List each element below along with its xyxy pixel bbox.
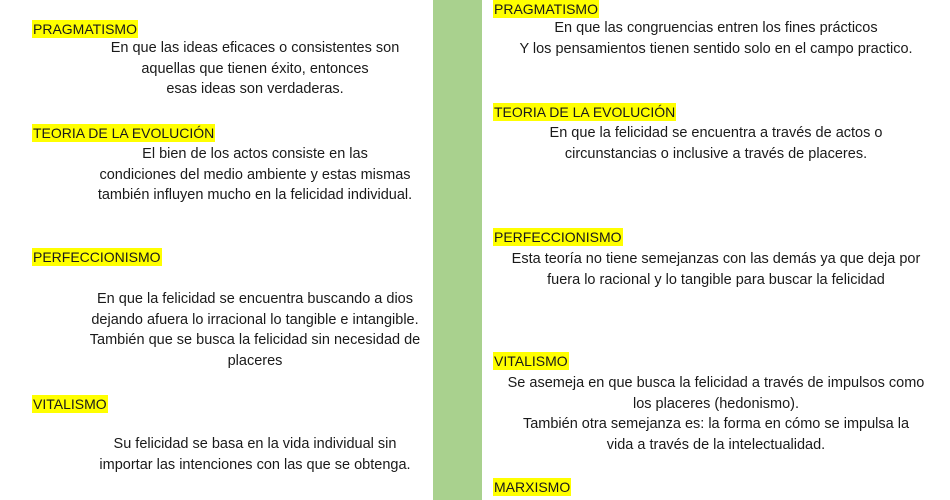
- left-text-pragmatismo: En que las ideas eficaces o consistentes son aquellas que tienen éxito, entonces esas ideas son verdaderas.: [110, 40, 400, 97]
- left-heading-pragmatismo: PRAGMATISMO: [33, 21, 137, 37]
- left-text-perfeccionismo: En que la felicidad se encuentra buscando a dios dejando afuera lo irracional lo tangible e intangible. También que se busca la felicidad sin necesidad de placeres: [89, 291, 421, 369]
- right-heading-teoria-evolucion: TEORIA DE LA EVOLUCIÓN: [494, 104, 676, 120]
- right-text-pragmatismo: En que las congruencias entren los fines prácticos Y los pensamientos tienen sentido solo en el campo practico.: [519, 20, 913, 57]
- left-heading-teoria-evolucion: TEORIA DE LA EVOLUCIÓN: [33, 125, 215, 141]
- right-heading-marxismo: MARXISMO: [494, 479, 571, 495]
- right-text-perfeccionismo: Esta teoría no tiene semejanzas con las demás ya que deja por fuera lo racional y lo tangible para buscar la felicidad: [511, 251, 921, 288]
- right-heading-vitalismo: VITALISMO: [494, 353, 568, 369]
- right-text-vitalismo-2: También otra semejanza es: la forma en cómo se impulsa la vida a través de la intelectualidad.: [522, 416, 910, 453]
- left-text-vitalismo: Su felicidad se basa en la vida individual sin importar las intenciones con las que se obtenga.: [99, 436, 411, 473]
- right-text-teoria-evolucion: En que la felicidad se encuentra a través de actos o circunstancias o inclusive a través de placeres.: [549, 125, 883, 162]
- right-text-vitalismo-1: Se asemeja en que busca la felicidad a través de impulsos como los placeres (hedonismo).: [507, 375, 925, 412]
- right-heading-perfeccionismo: PERFECCIONISMO: [494, 229, 622, 245]
- left-heading-perfeccionismo: PERFECCIONISMO: [33, 249, 161, 265]
- right-heading-pragmatismo: PRAGMATISMO: [494, 1, 598, 17]
- left-text-teoria-evolucion: El bien de los actos consiste en las condiciones del medio ambiente y estas mismas también influyen mucho en la felicidad individual.: [97, 146, 413, 203]
- left-heading-vitalismo: VITALISMO: [33, 396, 107, 412]
